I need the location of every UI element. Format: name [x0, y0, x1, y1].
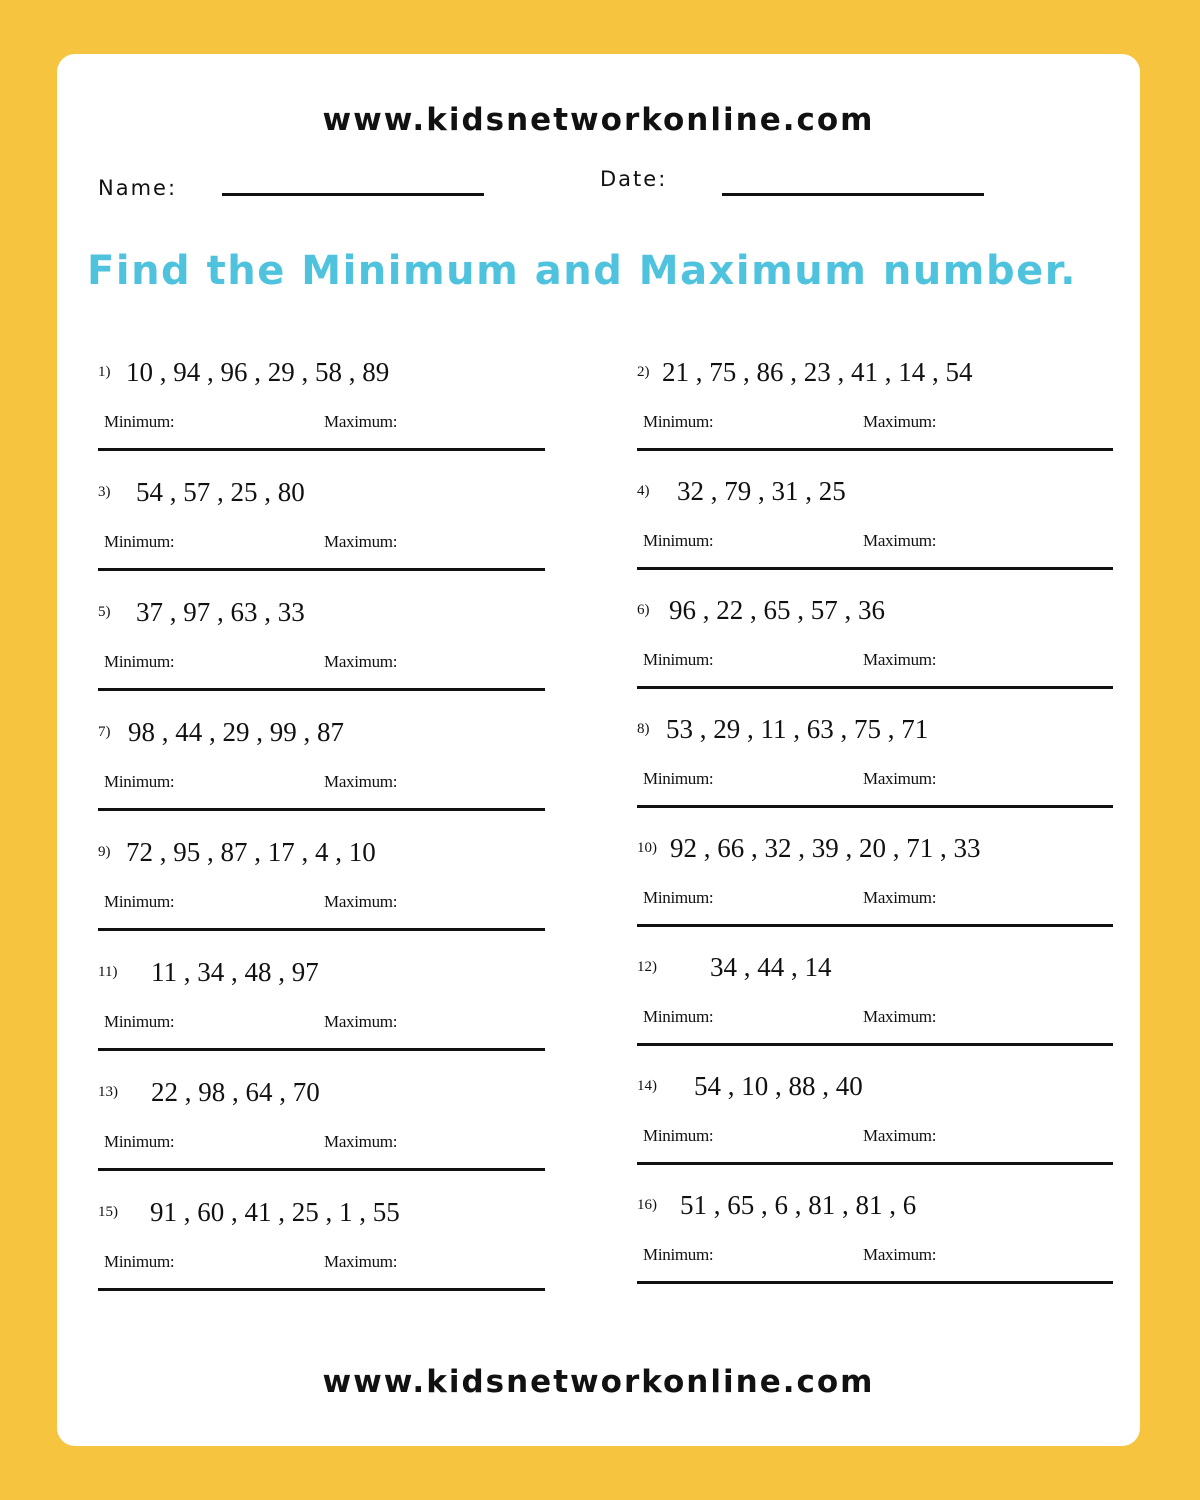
answer-line[interactable]: [98, 928, 545, 931]
problem-number: 13): [98, 1083, 118, 1100]
problem-numbers: [637, 1187, 916, 1226]
problem-number: 8): [637, 720, 650, 737]
answer-line[interactable]: [637, 1281, 1113, 1284]
problem-number: 7): [98, 723, 111, 740]
problem-number: 12): [637, 958, 657, 975]
problem-6: [637, 592, 1113, 712]
number-set: 53 , 29 , 11 , 63 , 75 , 71: [666, 714, 929, 744]
problem-12: [637, 949, 1113, 1069]
worksheet-title: Find the Minimum and Maximum number.: [87, 248, 1077, 294]
problem-13: [98, 1074, 545, 1194]
number-set: 91 , 60 , 41 , 25 , 1 , 55: [150, 1197, 400, 1227]
problem-number: 14): [637, 1077, 657, 1094]
minimum-label: Minimum:: [104, 772, 175, 791]
maximum-label: Maximum:: [863, 650, 937, 669]
problem-3: [98, 474, 545, 594]
minimum-label: Minimum:: [643, 769, 714, 788]
answer-line[interactable]: [637, 805, 1113, 808]
problem-number: 2): [637, 363, 650, 380]
answer-line[interactable]: [98, 1168, 545, 1171]
number-set: 10 , 94 , 96 , 29 , 58 , 89: [126, 357, 390, 387]
maximum-label: Maximum:: [863, 1007, 937, 1026]
problem-number: 1): [98, 363, 111, 380]
minimum-label: Minimum:: [643, 1007, 714, 1026]
answer-line[interactable]: [98, 1048, 545, 1051]
problem-numbers: [637, 592, 885, 631]
answer-line[interactable]: [98, 568, 545, 571]
number-set: 54 , 57 , 25 , 80: [136, 477, 305, 507]
answer-line[interactable]: [637, 1162, 1113, 1165]
number-set: 37 , 97 , 63 , 33: [136, 597, 305, 627]
problem-numbers: [637, 830, 981, 869]
minimum-label: Minimum:: [643, 888, 714, 907]
problem-number: 4): [637, 482, 650, 499]
problem-numbers: [98, 354, 389, 393]
problem-9: [98, 834, 545, 954]
problem-numbers: [637, 711, 928, 750]
answer-line[interactable]: [98, 448, 545, 451]
maximum-label: Maximum:: [324, 892, 398, 911]
maximum-label: Maximum:: [863, 888, 937, 907]
date-label: Date:: [600, 167, 668, 191]
problem-number: 15): [98, 1203, 118, 1220]
answer-line[interactable]: [98, 808, 545, 811]
number-set: 98 , 44 , 29 , 99 , 87: [128, 717, 344, 747]
maximum-label: Maximum:: [863, 1126, 937, 1145]
problem-number: 6): [637, 601, 650, 618]
maximum-label: Maximum:: [863, 531, 937, 550]
minimum-label: Minimum:: [104, 412, 175, 431]
problem-4: [637, 473, 1113, 593]
number-set: 54 , 10 , 88 , 40: [694, 1071, 863, 1101]
maximum-label: Maximum:: [863, 1245, 937, 1264]
maximum-label: Maximum:: [863, 769, 937, 788]
minimum-label: Minimum:: [643, 650, 714, 669]
maximum-label: Maximum:: [324, 532, 398, 551]
maximum-label: Maximum:: [324, 772, 398, 791]
minimum-label: Minimum:: [104, 532, 175, 551]
minimum-label: Minimum:: [104, 1012, 175, 1031]
maximum-label: Maximum:: [324, 412, 398, 431]
problem-numbers: [98, 594, 305, 633]
problem-8: [637, 711, 1113, 831]
minimum-label: Minimum:: [643, 1245, 714, 1264]
problem-10: [637, 830, 1113, 950]
problem-numbers: [637, 1068, 863, 1107]
problem-2: [637, 354, 1113, 474]
maximum-label: Maximum:: [863, 412, 937, 431]
problem-5: [98, 594, 545, 714]
answer-line[interactable]: [98, 688, 545, 691]
problem-number: 9): [98, 843, 111, 860]
number-set: 72 , 95 , 87 , 17 , 4 , 10: [126, 837, 376, 867]
name-line[interactable]: [222, 193, 484, 196]
problem-number: 11): [98, 963, 118, 980]
answer-line[interactable]: [637, 1043, 1113, 1046]
maximum-label: Maximum:: [324, 1012, 398, 1031]
answer-line[interactable]: [637, 448, 1113, 451]
number-set: 34 , 44 , 14: [710, 952, 832, 982]
problem-numbers: [637, 949, 832, 988]
maximum-label: Maximum:: [324, 1252, 398, 1271]
problem-14: [637, 1068, 1113, 1188]
minimum-label: Minimum:: [643, 1126, 714, 1145]
problem-numbers: [98, 954, 319, 993]
problem-number: 10): [637, 839, 657, 856]
problem-number: 3): [98, 483, 111, 500]
problem-numbers: [98, 714, 344, 753]
name-label: Name:: [98, 176, 178, 200]
problem-numbers: [637, 354, 973, 393]
minimum-label: Minimum:: [104, 652, 175, 671]
problem-numbers: [98, 474, 305, 513]
number-set: 51 , 65 , 6 , 81 , 81 , 6: [680, 1190, 917, 1220]
problem-16: [637, 1187, 1113, 1307]
answer-line[interactable]: [98, 1288, 545, 1291]
problem-numbers: [637, 473, 846, 512]
maximum-label: Maximum:: [324, 652, 398, 671]
minimum-label: Minimum:: [104, 1252, 175, 1271]
problem-numbers: [98, 1194, 400, 1233]
problem-numbers: [98, 834, 376, 873]
problem-number: 16): [637, 1196, 657, 1213]
number-set: 32 , 79 , 31 , 25: [677, 476, 846, 506]
number-set: 96 , 22 , 65 , 57 , 36: [669, 595, 885, 625]
answer-line[interactable]: [637, 686, 1113, 689]
minimum-label: Minimum:: [643, 531, 714, 550]
answer-line[interactable]: [637, 924, 1113, 927]
site-url-header: www.kidsnetworkonline.com: [322, 102, 875, 138]
answer-line[interactable]: [637, 567, 1113, 570]
date-line[interactable]: [722, 193, 984, 196]
maximum-label: Maximum:: [324, 1132, 398, 1151]
minimum-label: Minimum:: [104, 892, 175, 911]
problem-number: 5): [98, 603, 111, 620]
minimum-label: Minimum:: [643, 412, 714, 431]
problem-11: [98, 954, 545, 1074]
problem-15: [98, 1194, 545, 1314]
problem-7: [98, 714, 545, 834]
number-set: 22 , 98 , 64 , 70: [151, 1077, 320, 1107]
worksheet: [57, 54, 1140, 1446]
problem-1: [98, 354, 545, 474]
number-set: 11 , 34 , 48 , 97: [151, 957, 319, 987]
number-set: 21 , 75 , 86 , 23 , 41 , 14 , 54: [662, 357, 973, 387]
problem-numbers: [98, 1074, 320, 1113]
site-url-footer: www.kidsnetworkonline.com: [322, 1364, 875, 1400]
minimum-label: Minimum:: [104, 1132, 175, 1151]
number-set: 92 , 66 , 32 , 39 , 20 , 71 , 33: [670, 833, 981, 863]
